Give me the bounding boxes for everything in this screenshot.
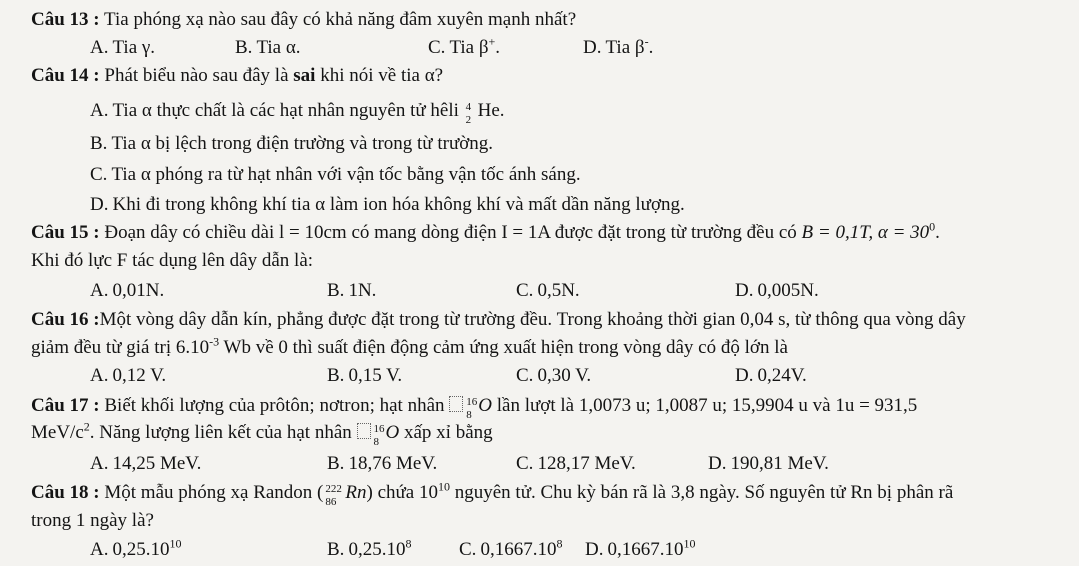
question-18-option-a[interactable] [90, 538, 181, 562]
option-text: 1N. [348, 280, 377, 301]
option-superscript: + [488, 34, 496, 49]
option-label: D. [90, 194, 109, 215]
exponent-superscript: 8 [405, 536, 412, 551]
atomic-number: 8 [466, 409, 472, 421]
exponent-superscript: 10 [169, 536, 182, 551]
placeholder-box-icon [449, 396, 463, 412]
option-label: B. [327, 539, 345, 560]
question-17-text-post: lần lượt là 1,0073 u; 1,0087 u; 15,9904 u và 1u = 931,5 [496, 395, 918, 416]
option-label: D. [583, 37, 602, 58]
option-label: A. [90, 365, 109, 386]
question-18-stem-line-2 [31, 509, 154, 533]
question-15-option-c[interactable] [516, 279, 580, 303]
question-14-option-c[interactable] [90, 163, 581, 187]
mass-number: 222 [325, 483, 342, 495]
option-text: Tia β [605, 37, 645, 58]
question-18-text-2: trong 1 ngày là? [31, 510, 154, 531]
question-13-option-c[interactable] [428, 36, 500, 60]
question-16-option-b[interactable] [327, 364, 402, 388]
option-superscript: - [644, 34, 649, 49]
option-text: 0,5N. [537, 280, 580, 301]
question-18-text-mid: ) chứa 10 [366, 482, 438, 503]
option-text: 0,30 V. [537, 365, 592, 386]
option-text: 0,25.10 [112, 539, 170, 560]
exponent-superscript: 10 [438, 479, 450, 494]
option-label: C. [516, 280, 534, 301]
question-17-unit: MeV/c [31, 422, 84, 443]
question-15-period: . [935, 222, 940, 243]
option-label: A. [90, 280, 109, 301]
option-label: A. [90, 539, 109, 560]
exponent-superscript: 8 [556, 536, 563, 551]
question-16-text: Một vòng dây dẫn kín, phẳng được đặt trong từ trường đều. Trong khoảng thời gian 0,04 s, từ thông qua vòng dây [99, 309, 966, 330]
question-16-option-a[interactable] [90, 364, 166, 388]
exponent-superscript: 10 [683, 536, 696, 551]
option-label: C. [516, 365, 534, 386]
option-label: B. [327, 365, 345, 386]
question-14-option-b[interactable] [90, 132, 493, 156]
option-label: A. [90, 37, 109, 58]
question-14-text-emphasis: sai [293, 65, 316, 86]
option-label: C. [459, 539, 477, 560]
atomic-number: 2 [465, 114, 472, 126]
question-17-option-d[interactable] [708, 452, 829, 476]
question-13-option-d[interactable] [583, 36, 653, 60]
question-16-option-c[interactable] [516, 364, 591, 388]
option-label: D. [708, 453, 727, 474]
question-15-formula: B = 0,1T, α = 30 [801, 222, 930, 243]
unit-superscript: 2 [83, 419, 90, 434]
question-16-number: Câu 16 : [31, 309, 100, 330]
element-symbol: O [478, 395, 493, 416]
question-16-text-pre: giảm đều từ giá trị 6.10 [31, 337, 210, 358]
oxygen-nuclide-notation [372, 421, 386, 448]
option-label: A. [90, 100, 109, 121]
question-17-option-b[interactable] [327, 452, 437, 476]
option-text: 0,01N. [112, 280, 165, 301]
question-13-option-a[interactable] [90, 36, 155, 60]
question-17-text-end: xấp xỉ bằng [404, 422, 493, 443]
question-13-number: Câu 13 : [31, 9, 100, 30]
degree-superscript: 0 [929, 219, 936, 234]
option-label: D. [735, 280, 754, 301]
option-label: B. [327, 280, 345, 301]
option-label: C. [90, 164, 108, 185]
radon-nuclide-notation [323, 481, 345, 508]
exponent-superscript: -3 [209, 334, 220, 349]
question-14-option-a[interactable] [90, 99, 505, 126]
option-label: B. [327, 453, 345, 474]
atomic-number: 86 [325, 496, 337, 508]
mass-number: 16 [373, 423, 385, 435]
question-15-text-2: Khi đó lực F tác dụng lên dây dẫn là: [31, 250, 314, 271]
mass-number: 16 [466, 396, 478, 408]
question-18-text-pre: Một mẫu phóng xạ Randon ( [104, 482, 324, 503]
option-label: C. [516, 453, 534, 474]
option-period: . [648, 37, 654, 58]
option-text: Tia α thực chất là các hạt nhân nguyên tử hêli [112, 100, 459, 121]
option-label: D. [735, 365, 754, 386]
question-15-option-d[interactable] [735, 279, 819, 303]
question-14-stem [31, 64, 443, 88]
option-text: Tia α phóng ra từ hạt nhân với vận tốc bằng vận tốc ánh sáng. [111, 164, 581, 185]
question-14-option-d[interactable] [90, 193, 685, 217]
question-16-stem-line-2 [31, 336, 788, 360]
question-17-text-pre: Biết khối lượng của prôtôn; nơtron; hạt nhân [104, 395, 445, 416]
element-symbol: He. [477, 100, 505, 121]
option-period: . [495, 37, 501, 58]
option-text: 0,005N. [757, 280, 819, 301]
option-text: 14,25 MeV. [112, 453, 202, 474]
helium-nuclide-notation [464, 99, 478, 126]
question-15-number: Câu 15 : [31, 222, 100, 243]
question-13-text: Tia phóng xạ nào sau đây có khả năng đâm xuyên mạnh nhất? [104, 9, 577, 30]
option-text: 0,25.10 [348, 539, 406, 560]
option-label: B. [90, 133, 108, 154]
placeholder-box-icon [357, 423, 371, 439]
question-17-stem-line-2 [31, 419, 493, 448]
question-16-text-post: Wb về 0 thì suất điện động cảm ứng xuất hiện trong vòng dây có độ lớn là [223, 337, 788, 358]
question-13-option-b[interactable] [235, 36, 301, 60]
question-18-option-b[interactable] [327, 538, 411, 562]
question-13-stem [31, 8, 576, 32]
option-label: A. [90, 453, 109, 474]
question-14-text-post: khi nói về tia α? [320, 65, 444, 86]
option-text: Tia β [449, 37, 489, 58]
option-text: Tia α. [256, 37, 301, 58]
option-text: 0,1667.10 [607, 539, 684, 560]
option-text: 0,15 V. [348, 365, 403, 386]
option-label: C. [428, 37, 446, 58]
option-label: B. [235, 37, 253, 58]
option-text: Tia α bị lệch trong điện trường và trong từ trường. [111, 133, 494, 154]
question-15-option-b[interactable] [327, 279, 376, 303]
element-symbol: O [385, 422, 400, 443]
question-17-text-mid: . Năng lượng liên kết của hạt nhân [89, 422, 352, 443]
option-text: 0,1667.10 [480, 539, 557, 560]
question-15-stem-line-2 [31, 249, 313, 273]
option-text: 128,17 MeV. [537, 453, 636, 474]
question-15-text: Đoạn dây có chiều dài l = 10cm có mang dòng điện I = 1A được đặt trong từ trường đều có [104, 222, 797, 243]
atomic-number: 8 [373, 436, 380, 448]
question-17-option-a[interactable] [90, 452, 201, 476]
question-16-option-d[interactable] [735, 364, 807, 388]
question-14-text-pre: Phát biểu nào sau đây là [104, 65, 289, 86]
question-18-stem-line-1 [31, 479, 954, 508]
element-symbol: Rn [345, 482, 367, 503]
mass-number: 4 [465, 101, 472, 113]
question-18-text-post: nguyên tử. Chu kỳ bán rã là 3,8 ngày. Số nguyên tử Rn bị phân rã [454, 482, 954, 503]
question-17-option-c[interactable] [516, 452, 636, 476]
question-18-option-c[interactable] [459, 538, 562, 562]
option-text: 0,12 V. [112, 365, 167, 386]
question-17-number: Câu 17 : [31, 395, 100, 416]
question-17-stem-line-1 [31, 394, 918, 421]
question-15-stem-line-1 [31, 221, 940, 245]
question-16-stem-line-1 [31, 308, 966, 332]
option-label: D. [585, 539, 604, 560]
question-15-option-a[interactable] [90, 279, 164, 303]
option-text: 18,76 MeV. [348, 453, 438, 474]
oxygen-nuclide-notation [464, 394, 478, 421]
option-text: Khi đi trong không khí tia α làm ion hóa không khí và mất dần năng lượng. [112, 194, 685, 215]
option-text: 0,24V. [757, 365, 807, 386]
question-18-option-d[interactable] [585, 538, 695, 562]
question-18-number: Câu 18 : [31, 482, 100, 503]
option-text: Tia γ. [112, 37, 156, 58]
question-14-number: Câu 14 : [31, 65, 100, 86]
option-text: 190,81 MeV. [730, 453, 829, 474]
